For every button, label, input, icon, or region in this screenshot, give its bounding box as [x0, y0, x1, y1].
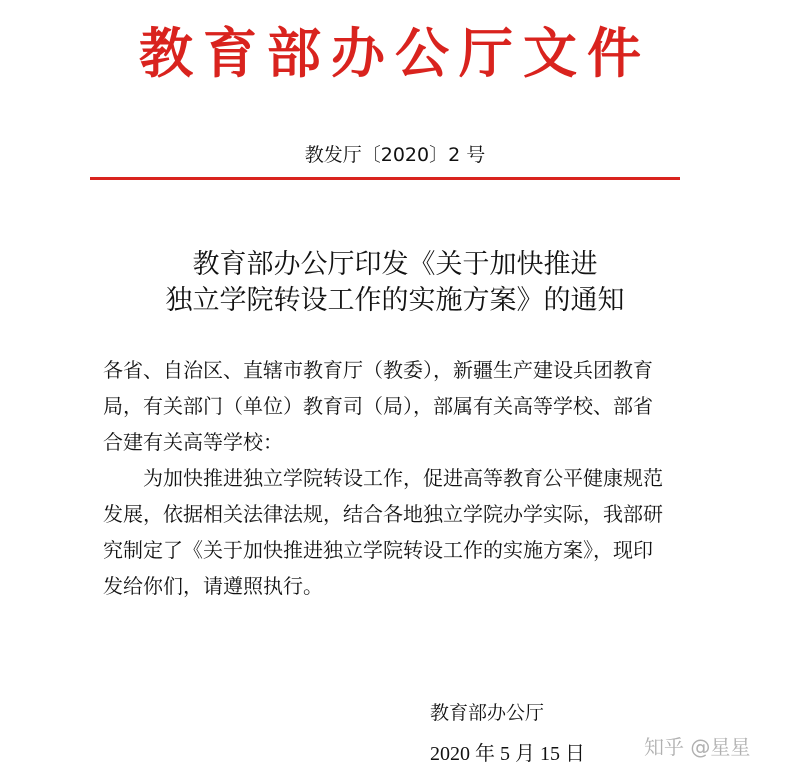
body-line: 发展，依据相关法律法规，结合各地独立学院办学实际，我部研	[103, 502, 663, 526]
body-line: 究制定了《关于加快推进独立学院转设工作的实施方案》，现印	[103, 538, 653, 562]
body-line: 各省、自治区、直辖市教育厅（教委），新疆生产建设兵团教育	[103, 358, 653, 382]
red-divider	[90, 177, 680, 180]
notice-title-line-2: 独立学院转设工作的实施方案》的通知	[165, 285, 625, 316]
signature-organization: 教育部办公厅	[430, 702, 545, 724]
document-header-title: 教育部办公厅文件	[139, 21, 651, 85]
watermark: 知乎 @星星	[644, 735, 751, 759]
body-line: 为加快推进独立学院转设工作，促进高等教育公平健康规范	[103, 466, 663, 490]
body-line: 局，有关部门（单位）教育司（局），部属有关高等学校、部省	[103, 394, 653, 418]
document-number: 教发厅〔2020〕2 号	[304, 144, 486, 166]
body-line: 合建有关高等学校：	[103, 430, 283, 454]
signature-date: 2020 年 5 月 15 日	[430, 743, 585, 765]
body-line: 发给你们，请遵照执行。	[103, 574, 323, 598]
notice-title-line-1: 教育部办公厅印发《关于加快推进	[192, 249, 598, 280]
